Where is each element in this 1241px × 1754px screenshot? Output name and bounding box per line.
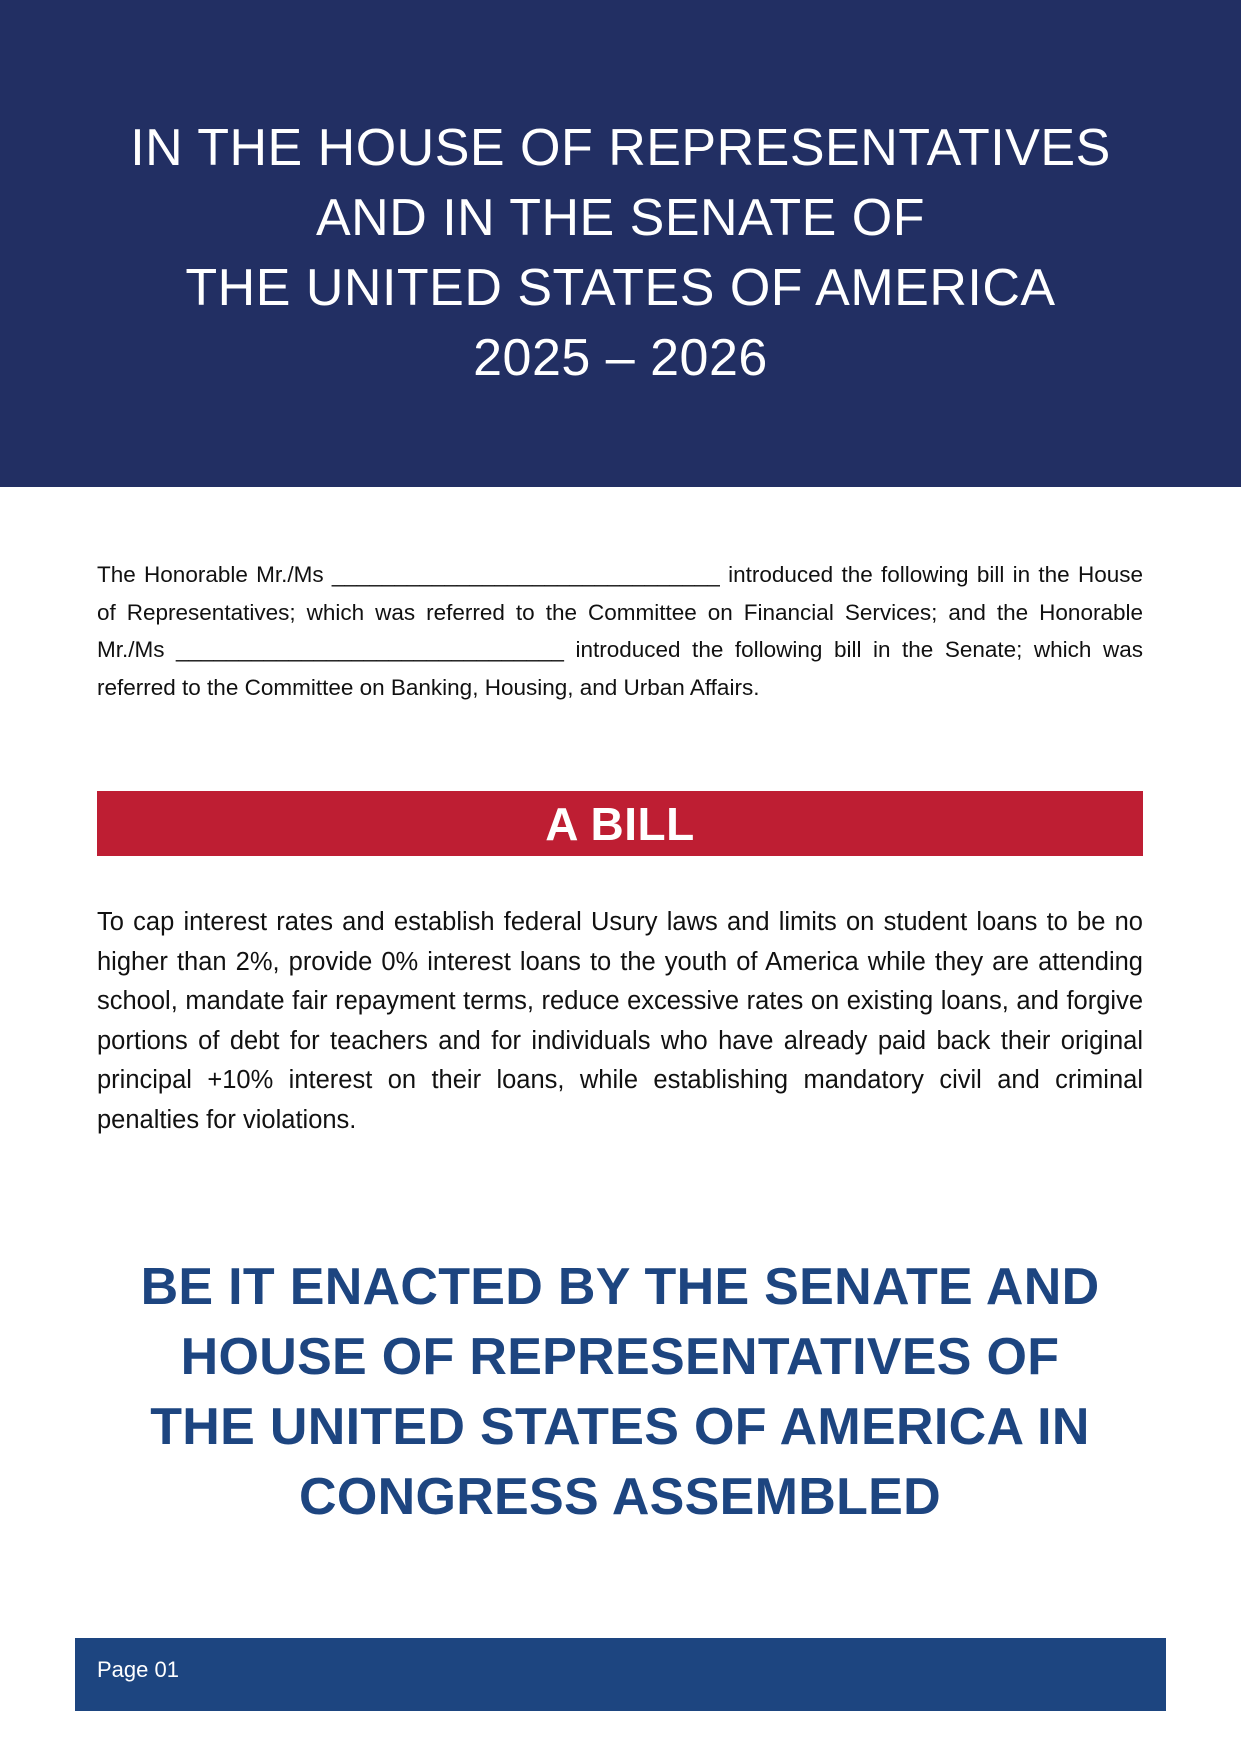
enacting-line-2: HOUSE OF REPRESENTATIVES OF xyxy=(180,1328,1060,1386)
bill-purpose-paragraph: To cap interest rates and establish federal Usury laws and limits on student loans to be no higher than 2%, provide 0% interest loans to the youth of America while they are attending school, mandate fair repayment terms, reduce excessive rates on existing loans, and forgive portions of debt for teachers and for individuals who have already paid back their original principal +10% interest on their loans, while establishing mandatory civil and criminal penalties for violations. xyxy=(97,908,1143,1134)
footer-bar xyxy=(75,1638,1166,1711)
document-title xyxy=(130,95,1111,393)
header-band xyxy=(0,0,1241,487)
title-line-3: THE UNITED STATES OF AMERICA xyxy=(185,258,1056,317)
introduction-paragraph: The Honorable Mr./Ms _______________________________ introduced the following bill in the House of Representatives; which was referred to the Committee on Financial Services; and the Honorable Mr./Ms _______________________________ introduced the following bill in the Senate; which was referred to the Committee on Banking, Housing, and Urban Affairs. xyxy=(97,562,1143,700)
enacting-line-3: THE UNITED STATES OF AMERICA IN xyxy=(150,1398,1090,1456)
enacting-clause xyxy=(97,1252,1143,1532)
bill-banner xyxy=(97,791,1143,856)
title-line-2: AND IN THE SENATE OF xyxy=(315,188,926,247)
page-number: Page 01 xyxy=(97,1657,179,1682)
bill-label: A BILL xyxy=(545,797,695,850)
title-session-years: 2025 – 2026 xyxy=(473,328,768,387)
enacting-line-4: CONGRESS ASSEMBLED xyxy=(299,1468,941,1526)
enacting-line-1: BE IT ENACTED BY THE SENATE AND xyxy=(140,1258,1100,1316)
title-line-1: IN THE HOUSE OF REPRESENTATIVES xyxy=(130,118,1111,177)
